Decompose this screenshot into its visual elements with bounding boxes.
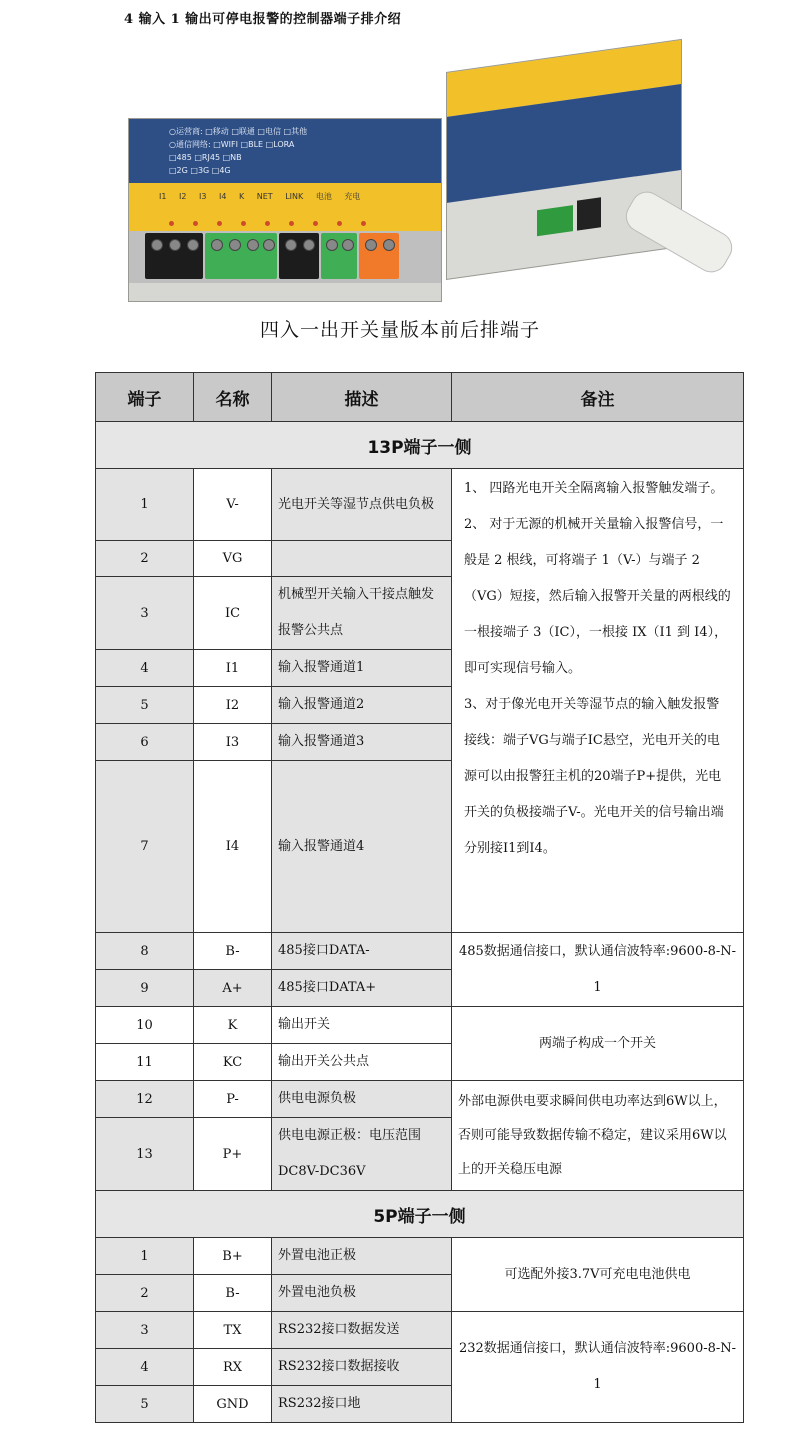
terminal-no: 7 <box>96 761 194 933</box>
terminal-desc: 输入报警通道2 <box>272 687 452 724</box>
terminal-name: V- <box>194 469 272 541</box>
table-row <box>96 1007 744 1044</box>
black-terminal-block-2 <box>279 233 319 279</box>
terminal-desc: 外置电池负极 <box>272 1275 452 1312</box>
terminal-desc: 输入报警通道4 <box>272 761 452 933</box>
terminal-name: A+ <box>194 970 272 1007</box>
terminal-no: 4 <box>96 1349 194 1386</box>
terminal-name: B- <box>194 1275 272 1312</box>
note-battery: 可选配外接3.7V可充电电池供电 <box>452 1238 744 1312</box>
col-header-terminal: 端子 <box>96 373 194 422</box>
terminal-no: 5 <box>96 687 194 724</box>
table-row <box>96 469 744 541</box>
section-title: 13P端子一侧 <box>96 422 744 469</box>
terminal-desc: RS232接口数据接收 <box>272 1349 452 1386</box>
terminal-name: P- <box>194 1081 272 1118</box>
terminal-desc: 供电电源正极：电压范围DC8V-DC36V <box>272 1118 452 1191</box>
orange-terminal-block <box>359 233 399 279</box>
green-terminal-block-2 <box>321 233 357 279</box>
terminal-no: 11 <box>96 1044 194 1081</box>
terminal-no: 5 <box>96 1386 194 1423</box>
terminal-name: VG <box>194 541 272 577</box>
col-header-description: 描述 <box>272 373 452 422</box>
table-row <box>96 1081 744 1118</box>
rear-black-terminal <box>577 197 601 230</box>
terminal-name: I4 <box>194 761 272 933</box>
terminal-desc <box>272 541 452 577</box>
terminal-no: 2 <box>96 541 194 577</box>
product-photo <box>128 66 718 302</box>
note-inputs: 1、 四路光电开关全隔离输入报警触发端子。 2、 对于无源的机械开关量输入报警信号，一般是 2 根线，可将端子 1（V-）与端子 2（VG）短接，然后输入报警开关量的两根线的一根接端子 3（IC），一根接 IX（I1 到 I4），即可实现信号输入。 3、对于像光电开关等湿节点的输入触发报警接线：端子VG与端子IC悬空，光电开关的电源可以由报警狂主机的20端子P+提供，光电开关的负极接端子V-。光电开关的信号输出端分别接I1到I4。 <box>452 469 744 933</box>
terminal-name: I2 <box>194 687 272 724</box>
terminal-no: 12 <box>96 1081 194 1118</box>
terminal-name: GND <box>194 1386 272 1423</box>
terminal-no: 4 <box>96 650 194 687</box>
terminal-desc: 光电开关等湿节点供电负极 <box>272 469 452 541</box>
terminal-desc: RS232接口地 <box>272 1386 452 1423</box>
table-header-row <box>96 373 744 422</box>
terminal-desc: 外置电池正极 <box>272 1238 452 1275</box>
terminal-no: 13 <box>96 1118 194 1191</box>
terminal-no: 1 <box>96 469 194 541</box>
panel-text: ○运营商: □移动 □联通 □电信 □其他 ○通信网络: □WIFI □BLE □LORA □485 □RJ45 □NB □2G □3G □4G <box>169 127 308 175</box>
rear-terminal-view <box>446 39 682 280</box>
terminal-name: IC <box>194 577 272 650</box>
terminal-name: P+ <box>194 1118 272 1191</box>
terminal-no: 3 <box>96 577 194 650</box>
terminal-desc: 485接口DATA- <box>272 933 452 970</box>
terminal-name: B- <box>194 933 272 970</box>
terminal-name: TX <box>194 1312 272 1349</box>
terminal-table <box>95 372 744 1423</box>
photo-caption: 四入一出开关量版本前后排端子 <box>259 319 540 341</box>
table-row <box>96 1312 744 1349</box>
section-5p <box>96 1191 744 1238</box>
front-terminal-view <box>128 118 442 302</box>
terminal-desc: 输出开关公共点 <box>272 1044 452 1081</box>
terminal-no: 9 <box>96 970 194 1007</box>
led-labels: I1 I2 I3 I4 K NET LINK 电池 充电 <box>159 192 361 201</box>
terminal-no: 1 <box>96 1238 194 1275</box>
section-title: 5P端子一侧 <box>96 1191 744 1238</box>
rear-green-terminal <box>537 205 573 236</box>
terminal-desc: 输入报警通道1 <box>272 650 452 687</box>
black-terminal-block <box>145 233 203 279</box>
terminal-name: B+ <box>194 1238 272 1275</box>
table-row <box>96 933 744 970</box>
terminal-desc: 输出开关 <box>272 1007 452 1044</box>
terminal-no: 6 <box>96 724 194 761</box>
green-terminal-block <box>205 233 277 279</box>
terminal-desc: 输入报警通道3 <box>272 724 452 761</box>
note-switch: 两端子构成一个开关 <box>452 1007 744 1081</box>
note-232: 232数据通信接口，默认通信波特率:9600-8-N-1 <box>452 1312 744 1423</box>
terminal-name: I1 <box>194 650 272 687</box>
note-485: 485数据通信接口，默认通信波特率:9600-8-N-1 <box>452 933 744 1007</box>
terminal-desc: 机械型开关输入干接点触发报警公共点 <box>272 577 452 650</box>
terminal-name: K <box>194 1007 272 1044</box>
terminal-no: 2 <box>96 1275 194 1312</box>
led-indicators <box>169 211 385 230</box>
table-row <box>96 1238 744 1275</box>
terminal-name: I3 <box>194 724 272 761</box>
terminal-no: 8 <box>96 933 194 970</box>
note-power: 外部电源供电要求瞬间供电功率达到6W以上，否则可能导致数据传输不稳定，建议采用6W以上的开关稳压电源 <box>452 1081 744 1191</box>
terminal-name: KC <box>194 1044 272 1081</box>
col-header-remark: 备注 <box>452 373 744 422</box>
terminal-name: RX <box>194 1349 272 1386</box>
col-header-name: 名称 <box>194 373 272 422</box>
terminal-desc: 485接口DATA+ <box>272 970 452 1007</box>
document-heading: 4 输入 1 输出可停电报警的控制器端子排介绍 <box>124 12 402 27</box>
terminal-desc: 供电电源负极 <box>272 1081 452 1118</box>
terminal-no: 10 <box>96 1007 194 1044</box>
terminal-no: 3 <box>96 1312 194 1349</box>
section-13p <box>96 422 744 469</box>
terminal-desc: RS232接口数据发送 <box>272 1312 452 1349</box>
